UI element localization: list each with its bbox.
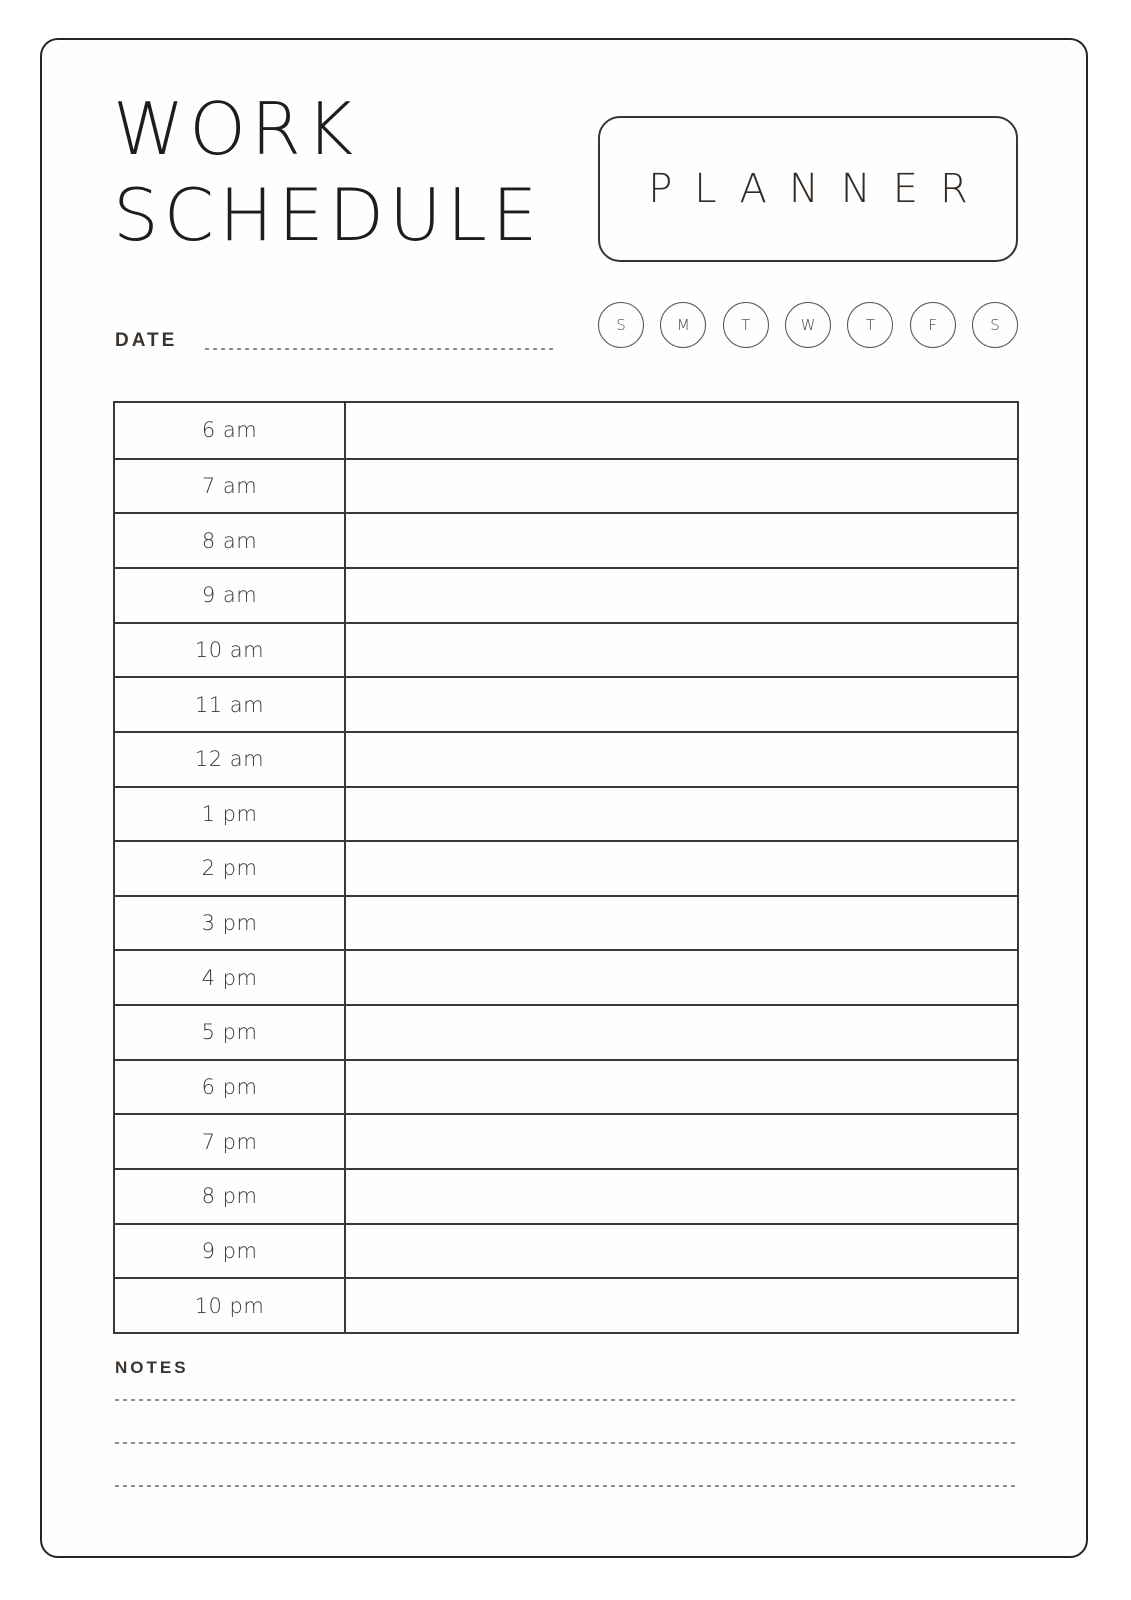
table-row: [115, 1277, 1017, 1332]
table-row: [115, 840, 1017, 895]
time-label: 8 am: [115, 514, 346, 567]
table-row: [115, 1004, 1017, 1059]
time-label: 10 am: [115, 624, 346, 677]
table-row: [115, 1113, 1017, 1168]
notes-line[interactable]: [115, 1358, 1017, 1401]
notes-line[interactable]: [115, 1444, 1017, 1487]
schedule-entry-cell[interactable]: [346, 624, 1017, 677]
schedule-entry-cell[interactable]: [346, 403, 1017, 458]
day-circle-label: S: [616, 316, 626, 334]
schedule-entry-cell[interactable]: [346, 788, 1017, 841]
date-label: DATE: [115, 330, 178, 351]
table-row: [115, 1059, 1017, 1114]
table-row: [115, 786, 1017, 841]
table-row: [115, 567, 1017, 622]
day-circle[interactable]: [847, 302, 893, 348]
schedule-entry-cell[interactable]: [346, 678, 1017, 731]
date-row: [115, 330, 557, 352]
day-circle[interactable]: [910, 302, 956, 348]
planner-badge-label: PLANNER: [648, 166, 990, 212]
time-label: 12 am: [115, 733, 346, 786]
date-input-line[interactable]: [205, 330, 557, 352]
table-row: [115, 1223, 1017, 1278]
time-label: 10 pm: [115, 1279, 346, 1332]
day-circle-label: S: [990, 316, 1000, 334]
table-row: [115, 731, 1017, 786]
table-row: [115, 512, 1017, 567]
time-label: 3 pm: [115, 897, 346, 950]
notes-lines: [115, 1358, 1017, 1487]
schedule-entry-cell[interactable]: [346, 569, 1017, 622]
schedule-entry-cell[interactable]: [346, 1225, 1017, 1278]
day-circle[interactable]: [598, 302, 644, 348]
time-label: 1 pm: [115, 788, 346, 841]
day-circle-label: F: [928, 316, 937, 334]
page-title-line1: WORK: [113, 87, 359, 171]
table-row: [115, 1168, 1017, 1223]
planner-badge: [598, 116, 1018, 262]
notes-label: NOTES: [115, 1358, 189, 1377]
time-label: 9 pm: [115, 1225, 346, 1278]
time-label: 7 am: [115, 460, 346, 513]
time-label: 6 pm: [115, 1061, 346, 1114]
day-circle-label: W: [800, 316, 816, 334]
schedule-entry-cell[interactable]: [346, 1279, 1017, 1332]
schedule-table: [113, 401, 1019, 1334]
day-circle[interactable]: [723, 302, 769, 348]
schedule-entry-cell[interactable]: [346, 951, 1017, 1004]
day-selector: [598, 302, 1018, 348]
planner-page: [40, 38, 1088, 1558]
schedule-entry-cell[interactable]: [346, 897, 1017, 950]
day-circle[interactable]: [972, 302, 1018, 348]
table-row: [115, 403, 1017, 458]
schedule-entry-cell[interactable]: [346, 1170, 1017, 1223]
table-row: [115, 676, 1017, 731]
day-circle[interactable]: [660, 302, 706, 348]
time-label: 7 pm: [115, 1115, 346, 1168]
page-title-line2: SCHEDULE: [113, 173, 543, 257]
time-label: 4 pm: [115, 951, 346, 1004]
time-label: 5 pm: [115, 1006, 346, 1059]
time-label: 6 am: [115, 403, 346, 458]
time-label: 2 pm: [115, 842, 346, 895]
time-label: 9 am: [115, 569, 346, 622]
day-circle[interactable]: [785, 302, 831, 348]
table-row: [115, 622, 1017, 677]
schedule-entry-cell[interactable]: [346, 733, 1017, 786]
day-circle-label: M: [676, 316, 690, 334]
time-label: 8 pm: [115, 1170, 346, 1223]
schedule-entry-cell[interactable]: [346, 1115, 1017, 1168]
schedule-entry-cell[interactable]: [346, 460, 1017, 513]
schedule-entry-cell[interactable]: [346, 1006, 1017, 1059]
page-title: [113, 86, 542, 258]
table-row: [115, 458, 1017, 513]
table-row: [115, 895, 1017, 950]
time-label: 11 am: [115, 678, 346, 731]
schedule-entry-cell[interactable]: [346, 514, 1017, 567]
day-circle-label: T: [865, 316, 875, 334]
schedule-entry-cell[interactable]: [346, 1061, 1017, 1114]
table-row: [115, 949, 1017, 1004]
schedule-entry-cell[interactable]: [346, 842, 1017, 895]
day-circle-label: T: [741, 316, 751, 334]
notes-line[interactable]: [115, 1401, 1017, 1444]
